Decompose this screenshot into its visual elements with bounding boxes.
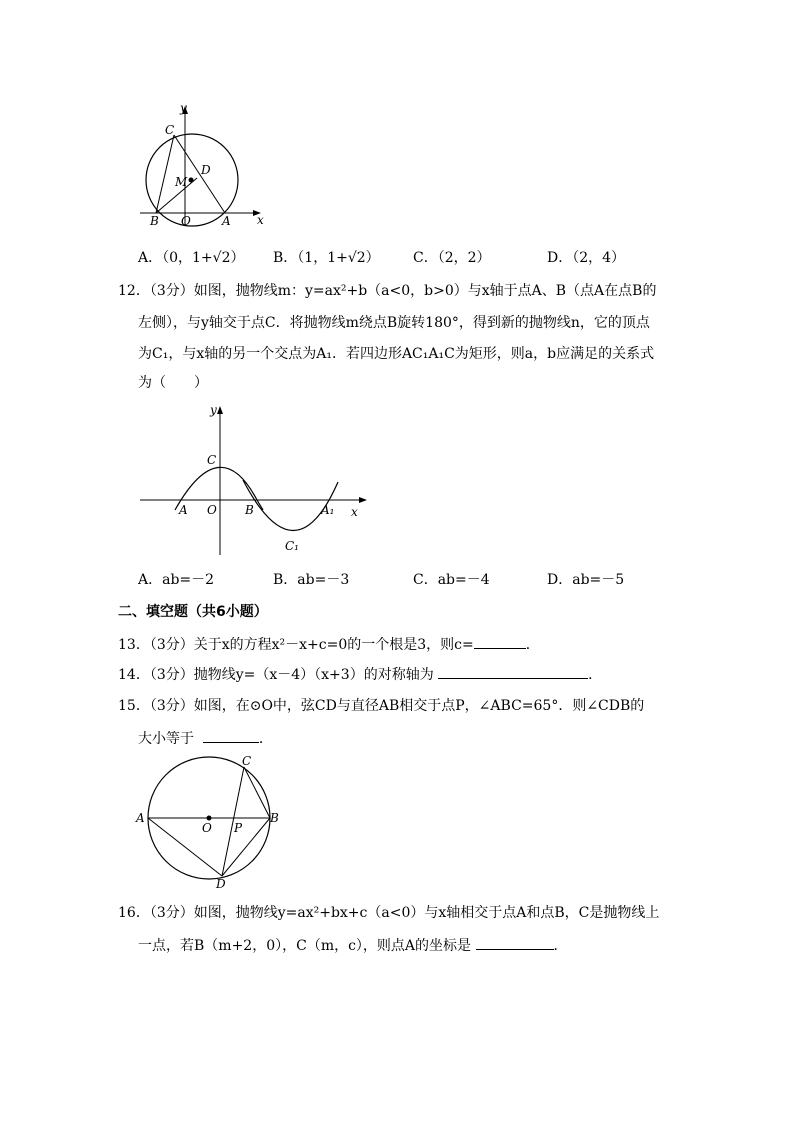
q12-label-x: x <box>351 505 358 519</box>
q15-label-P: P <box>234 821 243 835</box>
q12-label-B: B <box>245 503 254 517</box>
q11-option-c: C．（2，2） <box>413 250 491 266</box>
q11-label-C: C <box>165 123 175 137</box>
q11-option-a: A．（0，1+√2） <box>138 250 245 266</box>
q11-option-b: B．（1，1+√2） <box>273 250 380 266</box>
q15-label-O: O <box>202 821 212 835</box>
q16-end: ． <box>553 938 568 954</box>
q13-end: ． <box>525 637 540 653</box>
q13 <box>118 634 540 655</box>
q11-center-M <box>189 178 194 183</box>
q11-label-x: x <box>257 213 264 227</box>
q12-figure <box>135 400 375 560</box>
q11-option-d: D．（2，4） <box>547 250 626 266</box>
q15-answer-blank[interactable] <box>203 728 259 743</box>
q16-answer-blank[interactable] <box>476 935 554 950</box>
q15-label-A: A <box>136 811 145 825</box>
q12-option-b: B．ab=－3 <box>273 572 350 588</box>
q12-label-O: O <box>207 503 217 517</box>
q14 <box>118 664 602 685</box>
q12-option-d: D．ab=－5 <box>547 572 625 588</box>
q16-line-1: 16．（3分）如图，抛物线y=ax²+bx+c（a<0）与x轴相交于点A和点B，C是抛物线上 <box>118 905 660 921</box>
q11-label-A: A <box>222 214 231 228</box>
q12-line-4: 为（ ） <box>138 375 208 391</box>
q15-text: 大小等于 <box>138 731 194 747</box>
q12-line-1: 12．（3分）如图，抛物线m：y=ax²+b（a<0，b>0）与x轴于点A、B（点A在点B的 <box>118 283 657 299</box>
q16-line-2 <box>138 935 568 956</box>
q12-line-3: 为C₁，与x轴的另一个交点为A₁．若四边形AC₁A₁C为矩形，则a，b应满足的关系式 <box>138 346 655 362</box>
q15-chord-CB <box>244 767 270 818</box>
q11-label-D: D <box>201 163 211 177</box>
q11-label-B: B <box>150 214 159 228</box>
q11-segment-CA <box>174 135 225 213</box>
q15-label-C: C <box>242 754 252 768</box>
q12-option-c: C．ab=－4 <box>413 572 490 588</box>
q12-label-A1: A₁ <box>321 503 335 517</box>
q15-figure <box>132 752 292 892</box>
q15-line-1: 15．（3分）如图，在⊙O中，弦CD与直径AB相交于点P，∠ABC=65°．则∠CDB的 <box>118 698 645 714</box>
q13-answer-blank[interactable] <box>474 634 526 649</box>
q12-option-a: A．ab=－2 <box>138 572 215 588</box>
q14-end: ． <box>588 667 603 683</box>
q11-segment-CB <box>156 135 174 213</box>
q15-label-D: D <box>216 877 226 891</box>
q15-line-2 <box>138 728 273 749</box>
q12-line-2: 左侧），与y轴交于点C．将抛物线m绕点B旋转180°，得到新的抛物线n，它的顶点 <box>138 315 650 331</box>
q14-answer-blank[interactable] <box>438 664 588 679</box>
q12-label-A: A <box>179 503 188 517</box>
q12-label-y: y <box>210 403 217 417</box>
q11-label-y: y <box>180 101 187 115</box>
section-title-fill-in: 二、填空题（共6小题） <box>118 604 268 620</box>
q16-text: 一点，若B（m+2，0），C（m，c），则点A的坐标是 <box>138 938 472 954</box>
q12-x-arrow <box>359 497 367 503</box>
q11-label-O: O <box>181 214 191 228</box>
q15-end: ． <box>258 731 273 747</box>
q12-label-C: C <box>207 453 217 467</box>
q14-text: 14．（3分）抛物线y=（x－4）（x+3）的对称轴为 <box>118 667 434 683</box>
q11-label-M: M <box>175 175 188 189</box>
q12-y-arrow <box>217 406 223 414</box>
q13-text: 13．（3分）关于x的方程x²－x+c=0的一个根是3，则c= <box>118 637 474 653</box>
q15-label-B: B <box>270 811 279 825</box>
q15-center-O <box>207 816 212 821</box>
q11-figure <box>135 100 275 230</box>
q12-label-C1: C₁ <box>285 539 299 553</box>
